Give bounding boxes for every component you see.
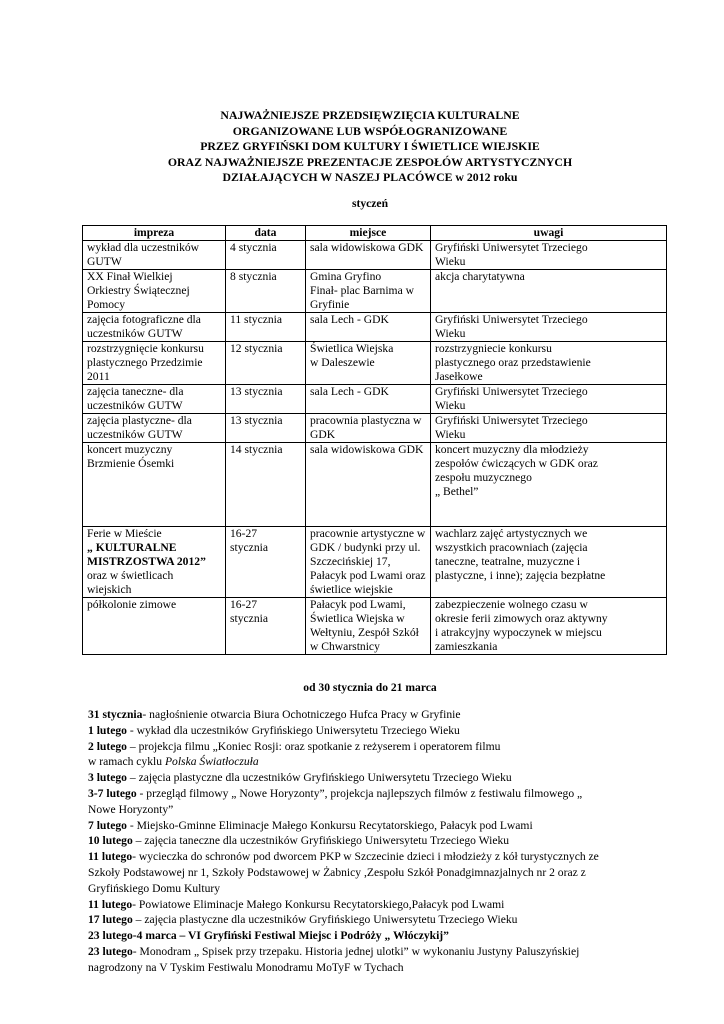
event-line xyxy=(88,723,678,739)
cell-data xyxy=(226,598,306,655)
cell-line: taneczne, teatralne, muzyczne i xyxy=(435,555,581,568)
table-header-row xyxy=(83,226,667,241)
cell-line: Pomocy xyxy=(87,298,126,311)
event-date: 3 lutego xyxy=(88,771,127,785)
event-line xyxy=(88,912,678,928)
column-header-impreza: impreza xyxy=(83,226,226,241)
cell-impreza xyxy=(83,342,226,385)
cell-uwagi xyxy=(431,313,667,342)
cell-line: Wieku xyxy=(435,255,466,268)
cell-miejsce xyxy=(306,342,431,385)
cell-line: stycznia xyxy=(230,612,268,625)
event-line xyxy=(88,928,678,944)
cell-line: pracownie artystyczne w xyxy=(310,527,426,540)
table-body xyxy=(83,241,667,655)
cell-line: sala Lech - GDK xyxy=(310,385,389,398)
cell-line: Jasełkowe xyxy=(435,370,483,383)
event-text: - Miejsko-Gminne Eliminacje Małego Konkursu Recytatorskiego, Pałacyk pod Lwami xyxy=(126,818,533,832)
cell-uwagi xyxy=(431,598,667,655)
cell-data xyxy=(226,414,306,443)
event-text: - wycieczka do schronów pod dworcem PKP w Szczecinie dzieci i młodzieży z kół turystycznych ze xyxy=(132,850,599,864)
table-row xyxy=(83,527,667,598)
cell-line: wachlarz zajęć artystycznych we xyxy=(435,527,588,540)
event-text: – zajęcia plastyczne dla uczestników Gryfińskiego Uniwersytetu Trzeciego Wieku xyxy=(132,913,518,927)
cell-line: sala Lech - GDK xyxy=(310,313,389,326)
document-heading xyxy=(80,108,660,186)
cell-data xyxy=(226,342,306,385)
event-text: Szkoły Podstawowej nr 1, Szkoły Podstawowej w Żabnicy ,Zespołu Szkół Ponadgimnazjalnych nr 2 oraz z xyxy=(88,865,586,879)
cell-line: 11 stycznia xyxy=(230,313,283,326)
cell-data xyxy=(226,241,306,270)
event-line xyxy=(88,802,678,818)
cell-data xyxy=(226,385,306,414)
cell-line: akcja charytatywna xyxy=(435,270,525,283)
cell-impreza xyxy=(83,443,226,527)
table-row xyxy=(83,443,667,527)
cell-line: Gryfiński Uniwersytet Trzeciego xyxy=(435,313,588,326)
cell-line: Wełtyniu, Zespół Szkół xyxy=(310,626,419,639)
cell-line: zajęcia plastyczne- dla xyxy=(87,414,192,427)
cell-line: zabezpieczenie wolnego czasu w xyxy=(435,598,588,611)
cell-line: wiejskich xyxy=(87,583,132,596)
cell-impreza xyxy=(83,270,226,313)
event-text: - Powiatowe Eliminacje Małego Konkursu Recytatorskiego,Pałacyk pod Lwami xyxy=(132,897,505,911)
table-row xyxy=(83,241,667,270)
cell-line: koncert muzyczny xyxy=(87,443,173,456)
cell-line: MISTRZOSTWA 2012” xyxy=(87,555,206,568)
cell-line: Świetlica Wiejska w xyxy=(310,612,405,625)
cell-data xyxy=(226,270,306,313)
cell-uwagi xyxy=(431,443,667,527)
cell-line: 14 stycznia xyxy=(230,443,283,456)
cell-line: uczestników GUTW xyxy=(87,399,183,412)
event-text: Gryfińskiego Domu Kultury xyxy=(88,881,221,895)
event-text: - Monodram „ Spisek przy trzepaku. Historia jednej ulotki” w wykonaniu Justyny Paluszyńskiej xyxy=(132,944,580,958)
cell-line: Wieku xyxy=(435,327,466,340)
cell-impreza xyxy=(83,598,226,655)
cell-line: wszystkich pracowniach (zajęcia xyxy=(435,541,588,554)
event-line xyxy=(88,818,678,834)
cell-line: 16-27 xyxy=(230,598,258,611)
table-row xyxy=(83,385,667,414)
cell-line: Ferie w Mieście xyxy=(87,527,162,540)
cell-line: plastycznego Przedzimie xyxy=(87,356,203,369)
cell-line: zajęcia fotograficzne dla xyxy=(87,313,201,326)
event-text: – zajęcia taneczne dla uczestników Gryfińskiego Uniwersytetu Trzeciego Wieku xyxy=(132,834,510,848)
heading-line: PRZEZ GRYFIŃSKI DOM KULTURY I ŚWIETLICE WIEJSKIE xyxy=(200,139,540,153)
event-line xyxy=(88,770,678,786)
event-text: - nagłośnienie otwarcia Biura Ochotniczego Hufca Pracy w Gryfinie xyxy=(142,708,461,721)
cell-line: i atrakcyjny wypoczynek w miejscu xyxy=(435,626,602,639)
event-line xyxy=(88,833,678,849)
cell-line: zajęcia taneczne- dla xyxy=(87,385,184,398)
heading-line: DZIAŁAJĄCYCH W NASZEJ PLACÓWCE w 2012 roku xyxy=(222,170,518,184)
heading-line: NAJWAŻNIEJSZE PRZEDSIĘWZIĘCIA KULTURALNE xyxy=(220,108,520,122)
event-date: 17 lutego xyxy=(88,913,133,927)
cell-miejsce xyxy=(306,313,431,342)
cell-line: „ Bethel” xyxy=(435,485,479,498)
cell-impreza xyxy=(83,313,226,342)
cell-line: GDK xyxy=(310,428,336,441)
cell-data xyxy=(226,527,306,598)
event-line xyxy=(88,960,678,976)
cell-line: uczestników GUTW xyxy=(87,428,183,441)
cell-line: „ KULTURALNE xyxy=(87,541,177,554)
cell-uwagi xyxy=(431,527,667,598)
cell-line: sala widowiskowa GDK xyxy=(310,241,424,254)
cell-impreza xyxy=(83,385,226,414)
cell-impreza xyxy=(83,414,226,443)
cell-uwagi xyxy=(431,270,667,313)
column-header-uwagi: uwagi xyxy=(431,226,667,241)
cell-line: okresie ferii zimowych oraz aktywny xyxy=(435,612,608,625)
cell-line: koncert muzyczny dla młodzieży xyxy=(435,443,589,456)
cell-line: Wieku xyxy=(435,428,466,441)
cell-line: w Daleszewie xyxy=(310,356,375,369)
cell-line: 16-27 xyxy=(230,527,258,540)
table-row xyxy=(83,342,667,385)
table-row xyxy=(83,270,667,313)
event-text: - przegląd filmowy „ Nowe Horyzonty”, projekcja najlepszych filmów z festiwalu filmowego „ xyxy=(136,786,583,800)
heading-line: ORAZ NAJWAŻNIEJSZE PREZENTACJE ZESPOŁÓW ARTYSTYCZNYCH xyxy=(167,154,573,169)
cell-line: Finał- plac Barnima w xyxy=(310,284,414,297)
cell-line: świetlice wiejskie xyxy=(310,583,393,596)
cell-miejsce xyxy=(306,270,431,313)
cell-miejsce xyxy=(306,443,431,527)
cell-miejsce xyxy=(306,598,431,655)
cell-line: GUTW xyxy=(87,255,122,268)
cell-line: 4 stycznia xyxy=(230,241,277,254)
event-line xyxy=(88,897,678,913)
event-text: - wykład dla uczestników Gryfińskiego Uniwersytetu Trzeciego Wieku xyxy=(126,723,460,737)
cell-line: pracownia plastyczna w xyxy=(310,414,422,427)
cell-line: 2011 xyxy=(87,370,110,383)
cell-line: 13 stycznia xyxy=(230,385,283,398)
event-text: Nowe Horyzonty” xyxy=(88,802,174,816)
cell-miejsce xyxy=(306,527,431,598)
event-date: 1 lutego xyxy=(88,723,127,737)
cell-line: Szczecińskiej 17, xyxy=(310,555,391,568)
cell-uwagi xyxy=(431,414,667,443)
cell-line: Gryfiński Uniwersytet Trzeciego xyxy=(435,414,588,427)
cell-uwagi xyxy=(431,385,667,414)
table-row xyxy=(83,598,667,655)
event-date: 2 lutego xyxy=(88,739,127,753)
cell-line: Orkiestry Świątecznej xyxy=(87,284,190,297)
cell-data xyxy=(226,443,306,527)
cell-line: stycznia xyxy=(230,541,268,554)
event-text: w ramach cyklu xyxy=(88,755,165,769)
cell-line: XX Finał Wielkiej xyxy=(87,270,173,283)
cell-line: wykład dla uczestników xyxy=(87,241,200,254)
event-text: Polska Światłoczuła xyxy=(164,755,259,769)
cell-line: Gryfiński Uniwersytet Trzeciego xyxy=(435,385,588,398)
cell-line: zespołów ćwiczących w GDK oraz xyxy=(435,457,598,470)
table-row xyxy=(83,313,667,342)
event-date: 23 lutego xyxy=(88,944,133,958)
cell-uwagi xyxy=(431,342,667,385)
cell-impreza xyxy=(83,527,226,598)
event-line xyxy=(88,849,678,865)
cell-line: uczestników GUTW xyxy=(87,327,183,340)
event-line xyxy=(88,944,678,960)
event-date: 11 lutego xyxy=(88,850,133,864)
cell-miejsce xyxy=(306,414,431,443)
event-line xyxy=(88,865,678,881)
cell-uwagi xyxy=(431,241,667,270)
cell-line: Brzmienie Ósemki xyxy=(87,457,175,470)
cell-line: zespołu muzycznego xyxy=(435,471,532,484)
event-text: nagrodzony na V Tyskim Festiwalu Monodramu MoTyF w Tychach xyxy=(88,960,404,974)
cell-data xyxy=(226,313,306,342)
cell-line: plastyczne, i inne); zajęcia bezpłatne xyxy=(435,569,606,582)
month-heading-january: styczeń xyxy=(351,197,389,210)
cell-line: plastycznego oraz przedstawienie xyxy=(435,356,591,369)
event-date: 31 stycznia xyxy=(88,708,143,721)
cell-line: w Chwarstnicy xyxy=(310,640,380,653)
cell-line: zamieszkania xyxy=(435,640,498,653)
column-header-miejsce: miejsce xyxy=(306,226,431,241)
cell-line: oraz w świetlicach xyxy=(87,569,174,582)
event-date: 3-7 lutego xyxy=(88,786,137,800)
table-row xyxy=(83,414,667,443)
cell-impreza xyxy=(83,241,226,270)
cell-miejsce xyxy=(306,241,431,270)
event-text: – projekcja filmu „Koniec Rosji: oraz spotkanie z reżyserem i operatorem filmu xyxy=(126,739,501,753)
cell-line: 12 stycznia xyxy=(230,342,283,355)
event-line xyxy=(88,881,678,897)
cell-line: rozstrzygnięcie konkursu xyxy=(87,342,204,355)
event-date: 7 lutego xyxy=(88,818,127,832)
cell-line: Świetlica Wiejska xyxy=(310,342,394,355)
heading-line: ORGANIZOWANE LUB WSPÓŁOGRANIZOWANE xyxy=(232,123,508,138)
events-table xyxy=(82,225,667,655)
event-line xyxy=(88,739,678,755)
cell-line: Pałacyk pod Lwami, xyxy=(310,598,406,611)
event-text: – zajęcia plastyczne dla uczestników Gryfińskiego Uniwersytetu Trzeciego Wieku xyxy=(126,771,512,785)
month-heading-range: od 30 stycznia do 21 marca xyxy=(303,681,437,694)
event-list xyxy=(88,707,678,976)
cell-line: sala widowiskowa GDK xyxy=(310,443,424,456)
cell-line: Gryfiński Uniwersytet Trzeciego xyxy=(435,241,588,254)
event-line xyxy=(88,786,678,802)
cell-line: półkolonie zimowe xyxy=(87,598,177,611)
cell-line: Wieku xyxy=(435,399,466,412)
event-line xyxy=(88,754,678,770)
event-date: 10 lutego xyxy=(88,834,133,848)
event-date: 11 lutego xyxy=(88,897,133,911)
cell-line: GDK / budynki przy ul. xyxy=(310,541,421,554)
cell-line: Gmina Gryfino xyxy=(310,270,382,283)
cell-line: 13 stycznia xyxy=(230,414,283,427)
event-date: 23 lutego-4 marca – VI Gryfiński Festiwal Miejsc i Podróży „ Włóczykij” xyxy=(88,929,449,943)
column-header-data: data xyxy=(226,226,306,241)
cell-line: 8 stycznia xyxy=(230,270,277,283)
cell-miejsce xyxy=(306,385,431,414)
cell-line: Gryfinie xyxy=(310,298,350,311)
event-line xyxy=(88,707,678,723)
cell-line: Pałacyk pod Lwami oraz xyxy=(310,569,426,582)
cell-line: rozstrzygniecie konkursu xyxy=(435,342,552,355)
